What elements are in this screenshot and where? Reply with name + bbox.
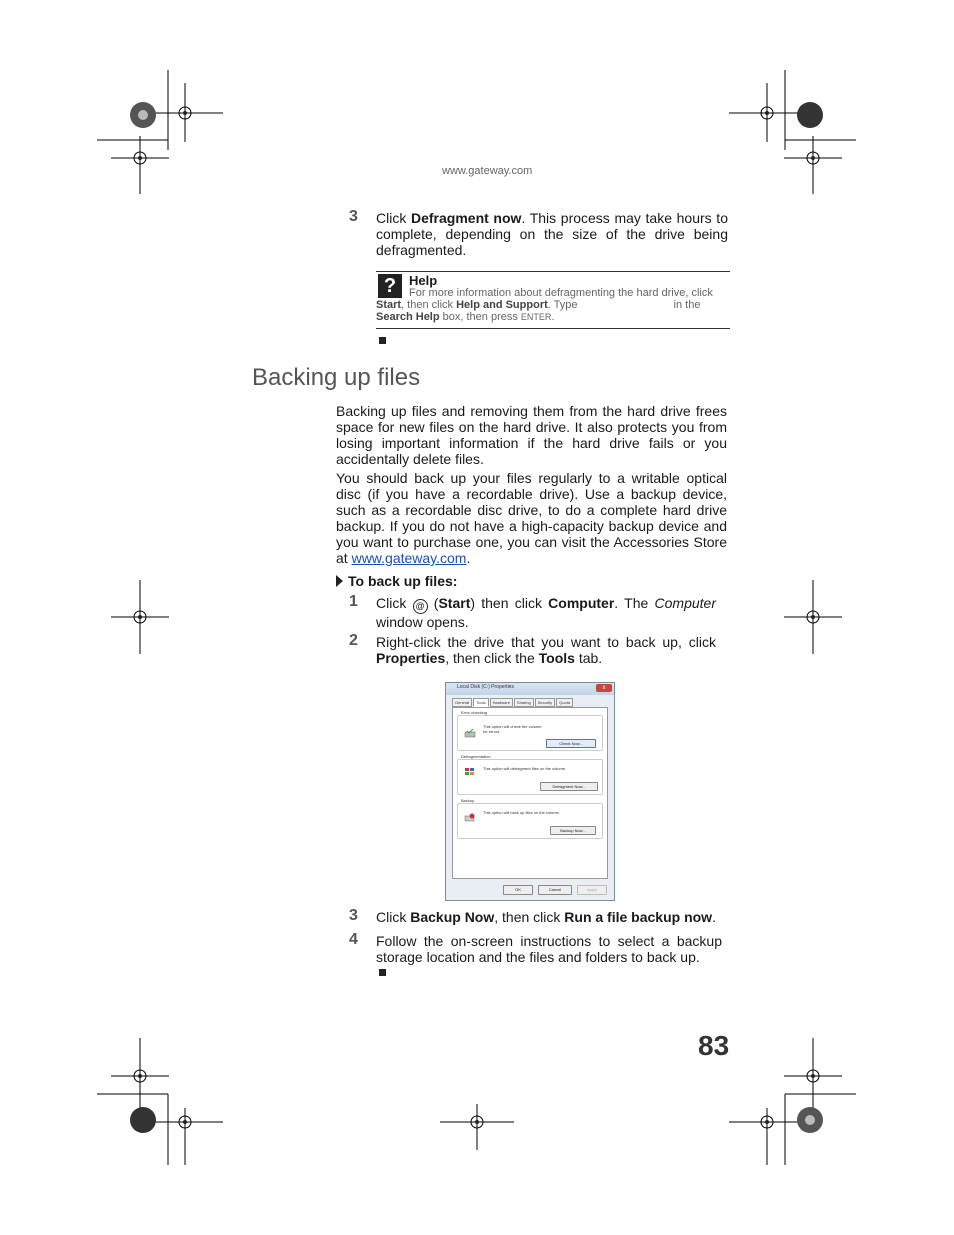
check-now-button[interactable]: Check Now...: [546, 739, 596, 748]
step-text-part: . The: [614, 595, 655, 611]
step-text-part: tab.: [574, 650, 603, 666]
error-checking-group: [457, 710, 603, 751]
defragment-now-button[interactable]: Defragment Now...: [540, 782, 598, 791]
defragmentation-group: [457, 754, 603, 795]
properties-dialog-screenshot: [445, 682, 615, 901]
cancel-button[interactable]: Cancel: [538, 885, 572, 895]
tab-hardware[interactable]: Hardware: [490, 698, 513, 707]
procedure-title: [336, 573, 457, 589]
tab-sharing[interactable]: Sharing: [514, 698, 534, 707]
dialog-title: Local Disk (C:) Properties: [457, 684, 514, 690]
step-text-part: , then click the: [445, 650, 539, 666]
step-text-part: Click: [376, 595, 413, 611]
backup-now-button[interactable]: Backup Now...: [550, 826, 596, 835]
step-text-part: .: [712, 909, 716, 925]
backup-icon: [464, 813, 476, 822]
tab-general[interactable]: General: [452, 698, 472, 707]
step-text: [376, 210, 728, 258]
tools-panel: [452, 707, 608, 879]
computer-window-label: Computer: [654, 595, 716, 611]
dialog-tabs: [452, 698, 573, 707]
group-text: This option will check the volume for errors.: [483, 724, 542, 734]
help-support: Help and Support: [456, 299, 548, 311]
help-search-help: Search Help: [376, 311, 440, 323]
step-text-part: Right-click the drive that you want to back up, click: [376, 634, 716, 650]
help-text: in the: [673, 299, 701, 311]
help-text: For more information about defragmenting the hard drive, click: [409, 287, 713, 299]
page-number: 83: [698, 1030, 730, 1061]
step-text-part: window opens.: [376, 614, 469, 630]
step-text-part: (: [427, 595, 439, 611]
help-start: Start: [376, 299, 402, 311]
backup-now-label: Backup Now: [410, 909, 495, 925]
close-button[interactable]: [596, 684, 612, 692]
arrow-right-icon: [336, 575, 343, 587]
computer-label: Computer: [548, 595, 615, 611]
group-label: Backup: [461, 798, 475, 803]
step-text: [376, 909, 736, 925]
help-box: [376, 271, 730, 329]
step-number: 3: [349, 907, 358, 924]
paragraph: Backing up files and removing them from the hard drive frees space for new files on the hard drive. It also protects you from losing important information if the hard drive fails or you accidentally delete files.: [336, 403, 727, 467]
backup-group: [457, 798, 603, 839]
paragraph-text: .: [466, 550, 471, 566]
start-label: Start: [438, 595, 471, 611]
step-text-part: Click: [376, 210, 411, 226]
header-url: www.gateway.com: [442, 165, 533, 177]
help-enter-key: ENTER: [520, 312, 552, 322]
ok-button[interactable]: OK: [503, 885, 533, 895]
tools-label: Tools: [538, 650, 575, 666]
dialog-titlebar: [446, 683, 614, 695]
run-backup-label: Run a file backup now: [564, 909, 713, 925]
section-title: Backing up files: [252, 364, 421, 391]
help-text: box, then press: [439, 311, 521, 323]
step-text-part: Click: [376, 909, 411, 925]
group-label: Defragmentation: [461, 754, 491, 759]
defragment-now-label: Defragment now: [410, 210, 522, 226]
step-number: 1: [349, 593, 358, 610]
step-number: 4: [349, 931, 358, 948]
group-text: This option will defragment files on the volume.: [483, 766, 567, 771]
help-text: .: [551, 311, 555, 323]
properties-label: Properties: [376, 650, 446, 666]
help-text: , then click: [401, 299, 457, 311]
group-text: This option will back up files on the volume.: [483, 810, 560, 815]
tab-security[interactable]: Security: [535, 698, 555, 707]
tab-tools[interactable]: Tools: [473, 698, 488, 707]
step-number: 3: [349, 208, 358, 225]
apply-button[interactable]: Apply: [577, 885, 607, 895]
group-label: Error-checking: [461, 710, 488, 715]
step-text-part: . This process may take hours to complete, depending on the size of the drive being defragmented.: [376, 210, 728, 258]
help-body: [376, 287, 728, 323]
windows-start-icon: @: [413, 599, 428, 614]
defragment-icon: [464, 767, 476, 776]
step-text-part: ) then click: [470, 595, 549, 611]
procedure-title-text: To back up files:: [348, 573, 458, 589]
step-text: [376, 634, 716, 666]
end-marker: [379, 969, 386, 976]
step-text: [376, 595, 716, 630]
drive-check-icon: [464, 729, 476, 738]
help-text: . Type: [547, 299, 578, 311]
tab-quota[interactable]: Quota: [556, 698, 573, 707]
help-title: Help: [409, 273, 438, 288]
paragraph-text: You should back up your files regularly to a writable optical disc (if you have a recordable drive). Use a backup device, such as a recordable disc drive, to do a complete hard drive backup. If you do not have a high-capacity backup device and you want to purchase one, you can visit the Accessories Store at: [336, 470, 727, 566]
close-icon: x: [602, 685, 606, 691]
step-number: 2: [349, 632, 358, 649]
paragraph: [336, 470, 727, 566]
gateway-link[interactable]: www.gateway.com: [351, 550, 467, 566]
help-icon: ?: [378, 274, 402, 298]
step-text-part: , then click: [494, 909, 565, 925]
step-text: Follow the on-screen instructions to select a backup storage location and the files and folders to back up.: [376, 933, 722, 965]
end-marker: [379, 337, 386, 344]
